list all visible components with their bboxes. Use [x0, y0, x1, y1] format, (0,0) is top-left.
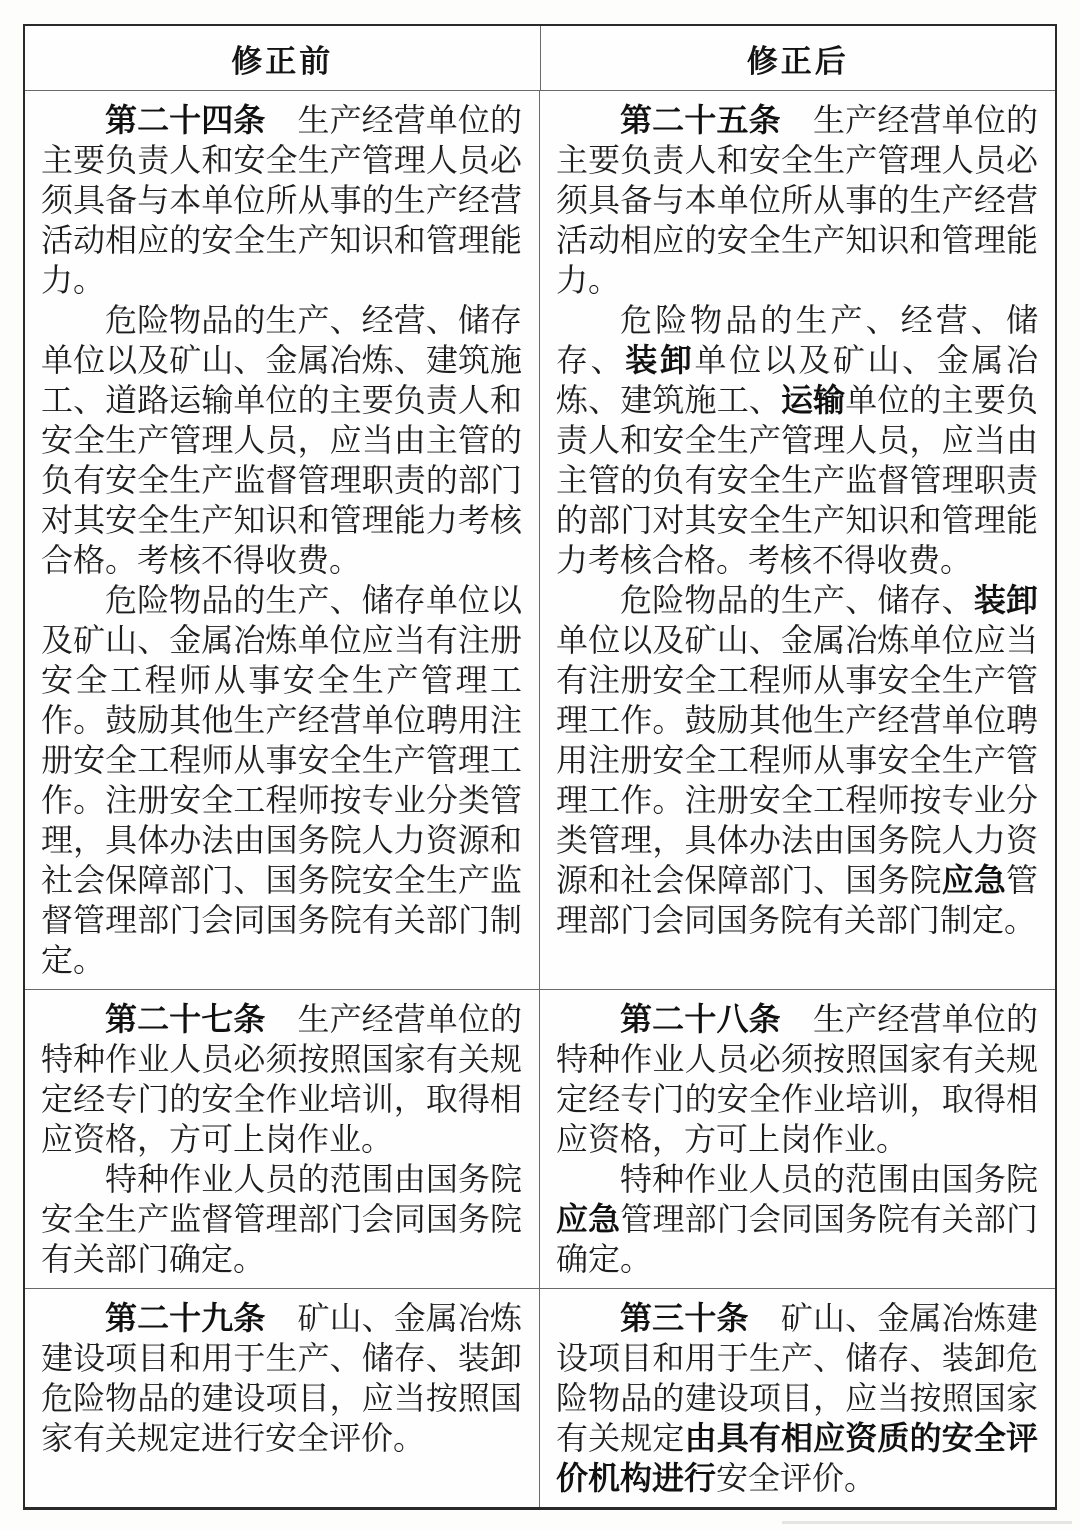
text-run: 单位的主要负责人和安全生产管理人员，应当由主管的负有安全生产监督管理职责的部门对其安全生产知识和管理能力考核合格。考核不得收费。 [556, 382, 1038, 578]
cell-before [25, 990, 540, 1288]
text-run: 生产经营单位的特种作业人员必须按照国家有关规定经专门的安全作业培训，取得相应资格，方可上岗作业。 [41, 1001, 522, 1157]
paragraph [41, 100, 522, 300]
text-run: 单位以及矿山、金属冶炼、建筑施工、 [556, 342, 1038, 418]
text-run: 矿山、金属冶炼建设项目和用于生产、储存、装卸危险物品的建设项目，应当按照国家有关规定 [556, 1300, 1038, 1456]
cell-after [540, 91, 1055, 989]
bold-text-run: 运输 [780, 382, 846, 418]
text-run: 特种作业人员的范围由国务院安全生产监督管理部门会同国务院有关部门确定。 [41, 1161, 522, 1277]
paragraph [41, 300, 522, 580]
text-run: 危险物品的生产、经营、储存、 [556, 302, 1038, 378]
bold-text-run: 第三十条 [620, 1300, 749, 1336]
bold-text-run: 第二十八条 [620, 1001, 781, 1037]
paragraph [556, 300, 1038, 580]
table-header-row [25, 26, 1055, 91]
text-run: 管理部门会同国务院有关部门确定。 [556, 1201, 1038, 1277]
scan-shadow-artifact [782, 1521, 1072, 1524]
amendment-comparison-table [23, 24, 1057, 1510]
text-run: 生产经营单位的特种作业人员必须按照国家有关规定经专门的安全作业培训，取得相应资格，方可上岗作业。 [556, 1001, 1038, 1157]
paragraph [556, 1298, 1038, 1498]
paragraph [556, 580, 1038, 940]
paragraph [41, 999, 522, 1159]
cell-before [25, 91, 540, 989]
bold-text-run: 第二十四条 [105, 102, 266, 138]
paragraph [41, 1298, 522, 1458]
text-run: 危险物品的生产、经营、储存单位以及矿山、金属冶炼、建筑施工、道路运输单位的主要负责人和安全生产管理人员，应当由主管的负有安全生产监督管理职责的部门对其安全生产知识和管理能力考核合格。考核不得收费。 [41, 302, 522, 578]
column-header-after: 修正后 [746, 43, 849, 79]
bold-text-run: 应急 [941, 862, 1006, 898]
text-run: 特种作业人员的范围由国务院 [620, 1161, 1038, 1197]
bold-text-run: 第二十七条 [105, 1001, 266, 1037]
text-run: 危险物品的生产、储存、 [620, 582, 974, 618]
text-run: 单位以及矿山、金属冶炼单位应当有注册安全工程师从事安全生产管理工作。鼓励其他生产经营单位聘用注册安全工程师从事安全生产管理工作。注册安全工程师按专业分类管理，具体办法由国务院人力资源和社会保障部门、国务院 [556, 622, 1038, 898]
table-row [25, 91, 1055, 990]
paragraph [41, 580, 522, 980]
bold-text-run: 第二十九条 [105, 1300, 266, 1336]
cell-after [540, 990, 1055, 1288]
bold-text-run: 应急 [556, 1201, 621, 1237]
bold-text-run: 第二十五条 [620, 102, 781, 138]
text-run: 管理部门会同国务院有关部门制定。 [556, 862, 1038, 938]
bold-text-run: 由具有相应资质的安全评价机构进行 [556, 1420, 1038, 1496]
cell-before [25, 1289, 540, 1507]
table-body [25, 91, 1055, 1507]
paragraph [556, 1159, 1038, 1279]
paragraph [556, 999, 1038, 1159]
bold-text-run: 装卸 [973, 582, 1038, 618]
text-run: 矿山、金属冶炼建设项目和用于生产、储存、装卸危险物品的建设项目，应当按照国家有关规定进行安全评价。 [41, 1300, 522, 1456]
bold-text-run: 装卸 [625, 342, 695, 378]
cell-after [540, 1289, 1055, 1507]
table-row [25, 1289, 1055, 1507]
text-run: 危险物品的生产、储存单位以及矿山、金属冶炼单位应当有注册安全工程师从事安全生产管理工作。鼓励其他生产经营单位聘用注册安全工程师从事安全生产管理工作。注册安全工程师按专业分类管理，具体办法由国务院人力资源和社会保障部门、国务院安全生产监督管理部门会同国务院有关部门制定。 [41, 582, 522, 978]
text-run: 安全评价。 [716, 1460, 877, 1496]
paragraph [556, 100, 1038, 300]
table-row [25, 990, 1055, 1289]
text-run: 生产经营单位的主要负责人和安全生产管理人员必须具备与本单位所从事的生产经营活动相应的安全生产知识和管理能力。 [41, 102, 522, 298]
column-header-before: 修正前 [25, 26, 541, 90]
paragraph [41, 1159, 522, 1279]
text-run: 生产经营单位的主要负责人和安全生产管理人员必须具备与本单位所从事的生产经营活动相应的安全生产知识和管理能力。 [556, 102, 1038, 298]
